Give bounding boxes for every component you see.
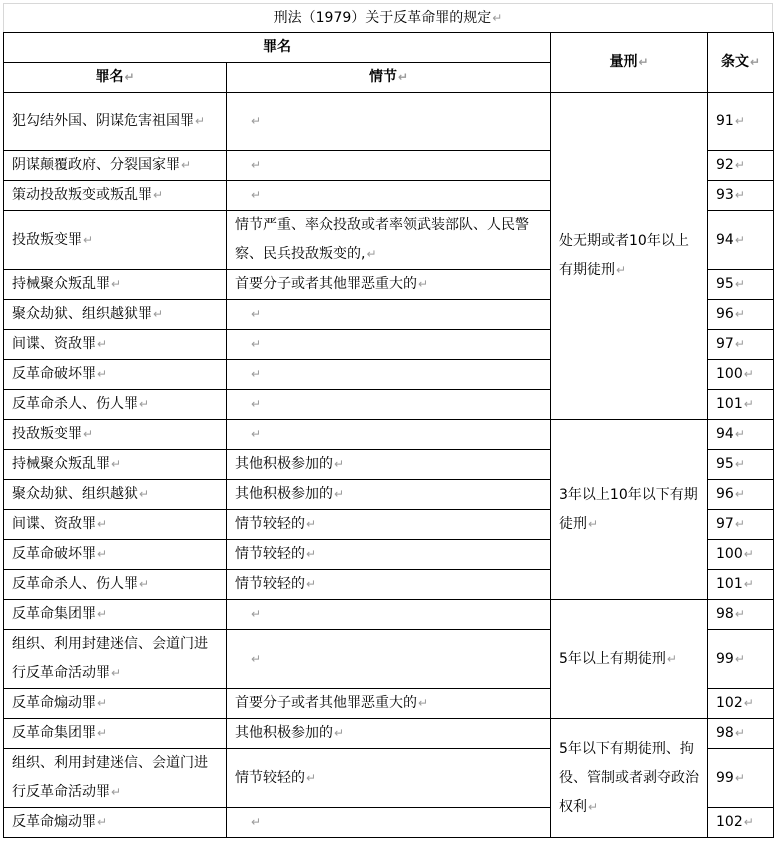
article-cell	[708, 808, 774, 838]
crime-cell	[4, 749, 227, 808]
article-number: 92	[716, 157, 734, 173]
circumstance-cell	[227, 749, 551, 808]
paragraph-mark-icon: ↵	[638, 55, 649, 69]
crime-cell	[4, 420, 227, 450]
circumstance-cell	[227, 420, 551, 450]
circumstance-text: 情节较轻的	[235, 516, 305, 532]
crime-name: 间谍、资敌罪	[12, 516, 96, 532]
article-number: 101	[716, 396, 743, 412]
article-cell	[708, 151, 774, 181]
circumstance-text: 情节严重、率众投敌或者率领武装部队、人民警察、民兵投敌叛变的,	[235, 217, 529, 262]
crime-name: 投敌叛变罪	[12, 231, 82, 248]
paragraph-mark-icon: ↵	[124, 70, 135, 84]
circumstance-text: 首要分子或者其他罪恶重大的	[235, 695, 417, 711]
paragraph-mark-icon: ↵	[306, 577, 317, 591]
article-cell	[708, 450, 774, 480]
paragraph-mark-icon: ↵	[111, 457, 122, 471]
circumstance-cell	[227, 360, 551, 390]
table-row	[4, 600, 774, 630]
paragraph-mark-icon: ↵	[734, 517, 745, 531]
crime-cell	[4, 211, 227, 270]
article-number: 99	[716, 769, 734, 786]
crime-name: 聚众劫狱、组织越狱罪	[12, 306, 152, 322]
article-cell	[708, 211, 774, 270]
crime-name: 反革命破坏罪	[12, 546, 96, 562]
article-number: 102	[716, 695, 743, 711]
circumstance-text: 情节较轻的	[235, 576, 305, 592]
article-cell	[708, 420, 774, 450]
paragraph-mark-icon: ↵	[97, 815, 108, 829]
article-cell	[708, 719, 774, 749]
crime-name: 持械聚众叛乱罪	[12, 276, 110, 292]
crime-name: 阴谋颠覆政府、分裂国家罪	[12, 157, 180, 173]
crime-cell	[4, 570, 227, 600]
paragraph-mark-icon: ↵	[734, 188, 745, 202]
paragraph-mark-icon: ↵	[251, 427, 262, 441]
header-crime-label: 罪名	[95, 69, 124, 85]
circumstance-cell	[227, 330, 551, 360]
article-number: 94	[716, 231, 734, 248]
circumstance-cell	[227, 630, 551, 689]
paragraph-mark-icon: ↵	[734, 487, 745, 501]
circumstance-cell	[227, 808, 551, 838]
paragraph-mark-icon: ↵	[666, 651, 677, 666]
paragraph-mark-icon: ↵	[251, 307, 262, 321]
penalty-text: 处无期或者10年以上有期徒刑	[559, 233, 689, 278]
penalty-text: 5年以下有期徒刑、拘役、管制或者剥夺政治权利	[559, 740, 699, 815]
paragraph-mark-icon: ↵	[83, 232, 94, 247]
circumstance-text: 其他积极参加的	[235, 456, 333, 472]
crime-cell	[4, 480, 227, 510]
paragraph-mark-icon: ↵	[306, 547, 317, 561]
article-number: 100	[716, 546, 743, 562]
paragraph-mark-icon: ↵	[97, 607, 108, 621]
paragraph-mark-icon: ↵	[251, 651, 262, 666]
circumstance-cell	[227, 390, 551, 420]
table-row	[4, 420, 774, 450]
paragraph-mark-icon: ↵	[588, 516, 599, 531]
paragraph-mark-icon: ↵	[251, 337, 262, 351]
header-article	[708, 33, 774, 93]
article-cell	[708, 270, 774, 300]
article-number: 97	[716, 516, 734, 532]
table-row	[4, 719, 774, 749]
paragraph-mark-icon: ↵	[749, 55, 761, 69]
article-cell	[708, 630, 774, 689]
crime-name: 反革命集团罪	[12, 606, 96, 622]
header-circumstance	[227, 63, 551, 93]
paragraph-mark-icon: ↵	[734, 427, 745, 441]
paragraph-mark-icon: ↵	[743, 397, 754, 411]
penalty-cell	[551, 719, 708, 838]
article-number: 97	[716, 336, 734, 352]
paragraph-mark-icon: ↵	[616, 263, 627, 277]
paragraph-mark-icon: ↵	[111, 785, 122, 799]
crime-cell	[4, 93, 227, 151]
crime-cell	[4, 450, 227, 480]
table-row	[4, 93, 774, 151]
circumstance-cell	[227, 93, 551, 151]
article-number: 91	[716, 113, 734, 129]
paragraph-mark-icon: ↵	[251, 607, 262, 621]
circumstance-cell	[227, 719, 551, 749]
article-cell	[708, 689, 774, 719]
circumstance-text: 情节较轻的	[235, 769, 305, 786]
crime-cell	[4, 300, 227, 330]
header-penalty-label: 量刑	[609, 54, 638, 70]
header-article-label: 条文	[720, 54, 749, 70]
paragraph-mark-icon: ↵	[97, 726, 108, 740]
article-number: 100	[716, 366, 743, 382]
crime-name: 反革命破坏罪	[12, 366, 96, 382]
paragraph-mark-icon: ↵	[397, 70, 409, 84]
header-penalty	[551, 33, 708, 93]
article-number: 102	[716, 814, 743, 830]
paragraph-mark-icon: ↵	[306, 517, 317, 531]
paragraph-mark-icon: ↵	[418, 277, 429, 291]
crime-name: 反革命煽动罪	[12, 814, 96, 830]
paragraph-mark-icon: ↵	[97, 367, 108, 381]
paragraph-mark-icon: ↵	[734, 651, 745, 666]
paragraph-mark-icon: ↵	[743, 367, 754, 381]
circumstance-text: 情节较轻的	[235, 546, 305, 562]
paragraph-mark-icon: ↵	[251, 815, 262, 829]
crime-name: 策动投敌叛变或叛乱罪	[12, 187, 152, 203]
circumstance-cell	[227, 450, 551, 480]
crime-cell	[4, 510, 227, 540]
crime-name: 组织、利用封建迷信、会道门进行反革命活动罪	[12, 636, 208, 681]
paragraph-mark-icon: ↵	[97, 547, 108, 561]
circumstance-text: 其他积极参加的	[235, 486, 333, 502]
penalty-cell	[551, 420, 708, 600]
circumstance-cell	[227, 570, 551, 600]
crime-name: 持械聚众叛乱罪	[12, 456, 110, 472]
paragraph-mark-icon: ↵	[139, 577, 150, 591]
article-cell	[708, 390, 774, 420]
paragraph-mark-icon: ↵	[734, 277, 745, 291]
circumstance-text: 其他积极参加的	[235, 725, 333, 741]
circumstance-cell	[227, 270, 551, 300]
article-cell	[708, 181, 774, 211]
paragraph-mark-icon: ↵	[181, 158, 192, 172]
paragraph-mark-icon: ↵	[251, 367, 262, 381]
crime-cell	[4, 600, 227, 630]
crime-cell	[4, 630, 227, 689]
article-number: 95	[716, 276, 734, 292]
article-number: 93	[716, 187, 734, 203]
article-cell	[708, 749, 774, 808]
crime-cell	[4, 270, 227, 300]
article-number: 99	[716, 650, 734, 667]
paragraph-mark-icon: ↵	[734, 607, 745, 621]
circumstance-cell	[227, 540, 551, 570]
crimes-table-body	[4, 93, 774, 838]
crime-cell	[4, 808, 227, 838]
circumstance-cell	[227, 480, 551, 510]
article-cell	[708, 570, 774, 600]
penalty-cell	[551, 93, 708, 420]
paragraph-mark-icon: ↵	[251, 188, 262, 202]
circumstance-cell	[227, 151, 551, 181]
crime-name: 间谍、资敌罪	[12, 336, 96, 352]
article-cell	[708, 480, 774, 510]
paragraph-mark-icon: ↵	[734, 114, 745, 128]
circumstance-cell	[227, 181, 551, 211]
paragraph-mark-icon: ↵	[139, 487, 150, 501]
paragraph-mark-icon: ↵	[734, 232, 745, 247]
paragraph-mark-icon: ↵	[251, 114, 262, 128]
crimes-table	[3, 32, 774, 838]
article-cell	[708, 510, 774, 540]
paragraph-mark-icon: ↵	[251, 158, 262, 172]
paragraph-mark-icon: ↵	[153, 307, 164, 321]
paragraph-mark-icon: ↵	[251, 397, 262, 411]
paragraph-mark-icon: ↵	[83, 427, 94, 441]
article-number: 94	[716, 426, 734, 442]
penalty-text: 5年以上有期徒刑	[559, 650, 666, 667]
paragraph-mark-icon: ↵	[153, 188, 164, 202]
paragraph-mark-icon: ↵	[111, 666, 122, 680]
crime-cell	[4, 689, 227, 719]
crime-name: 犯勾结外国、阴谋危害祖国罪	[12, 113, 194, 129]
caption-text: 刑法（1979）关于反革命罪的规定	[273, 10, 492, 26]
paragraph-mark-icon: ↵	[366, 247, 377, 261]
crime-cell	[4, 330, 227, 360]
paragraph-mark-icon: ↵	[734, 770, 745, 785]
article-number: 98	[716, 725, 734, 741]
paragraph-mark-icon: ↵	[734, 457, 745, 471]
paragraph-mark-icon: ↵	[139, 397, 150, 411]
crime-cell	[4, 390, 227, 420]
article-cell	[708, 330, 774, 360]
circumstance-cell	[227, 600, 551, 630]
circumstance-text: 首要分子或者其他罪恶重大的	[235, 276, 417, 292]
article-cell	[708, 600, 774, 630]
crime-name: 反革命杀人、伤人罪	[12, 576, 138, 592]
crime-cell	[4, 181, 227, 211]
paragraph-mark-icon: ↵	[111, 277, 122, 291]
article-cell	[708, 540, 774, 570]
paragraph-mark-icon: ↵	[97, 337, 108, 351]
paragraph-mark-icon: ↵	[97, 517, 108, 531]
paragraph-mark-icon: ↵	[743, 547, 754, 561]
paragraph-mark-icon: ↵	[334, 487, 345, 501]
document-page	[3, 3, 773, 838]
paragraph-mark-icon: ↵	[734, 158, 745, 172]
header-crime	[4, 63, 227, 93]
article-number: 98	[716, 606, 734, 622]
crime-name: 投敌叛变罪	[12, 426, 82, 442]
header-crime-group: 罪名	[4, 33, 551, 63]
paragraph-mark-icon: ↵	[734, 726, 745, 740]
paragraph-mark-icon: ↵	[97, 696, 108, 710]
penalty-text: 3年以上10年以下有期徒刑	[559, 486, 698, 532]
crime-name: 反革命集团罪	[12, 725, 96, 741]
paragraph-mark-icon: ↵	[418, 696, 429, 710]
article-number: 96	[716, 306, 734, 322]
crime-name: 聚众劫狱、组织越狱	[12, 486, 138, 502]
article-cell	[708, 300, 774, 330]
paragraph-mark-icon: ↵	[743, 815, 754, 829]
penalty-cell	[551, 600, 708, 719]
circumstance-cell	[227, 689, 551, 719]
crime-cell	[4, 151, 227, 181]
crime-cell	[4, 360, 227, 390]
crime-cell	[4, 719, 227, 749]
article-number: 101	[716, 576, 743, 592]
header-circumstance-label: 情节	[368, 69, 397, 85]
paragraph-mark-icon: ↵	[334, 457, 345, 471]
paragraph-mark-icon: ↵	[334, 726, 345, 740]
article-number: 96	[716, 486, 734, 502]
paragraph-mark-icon: ↵	[743, 696, 754, 710]
paragraph-mark-icon: ↵	[734, 307, 745, 321]
paragraph-mark-icon: ↵	[195, 114, 206, 128]
paragraph-mark-icon: ↵	[492, 11, 503, 25]
paragraph-mark-icon: ↵	[734, 337, 745, 351]
article-cell	[708, 360, 774, 390]
article-number: 95	[716, 456, 734, 472]
header-row-top	[4, 33, 774, 63]
paragraph-mark-icon: ↵	[743, 577, 754, 591]
paragraph-mark-icon: ↵	[306, 770, 317, 785]
crime-cell	[4, 540, 227, 570]
table-caption	[3, 3, 773, 32]
crime-name: 反革命煽动罪	[12, 695, 96, 711]
article-cell	[708, 93, 774, 151]
circumstance-cell	[227, 300, 551, 330]
circumstance-cell	[227, 211, 551, 270]
paragraph-mark-icon: ↵	[588, 799, 599, 814]
crime-name: 组织、利用封建迷信、会道门进行反革命活动罪	[12, 755, 208, 800]
crime-name: 反革命杀人、伤人罪	[12, 396, 138, 412]
circumstance-cell	[227, 510, 551, 540]
